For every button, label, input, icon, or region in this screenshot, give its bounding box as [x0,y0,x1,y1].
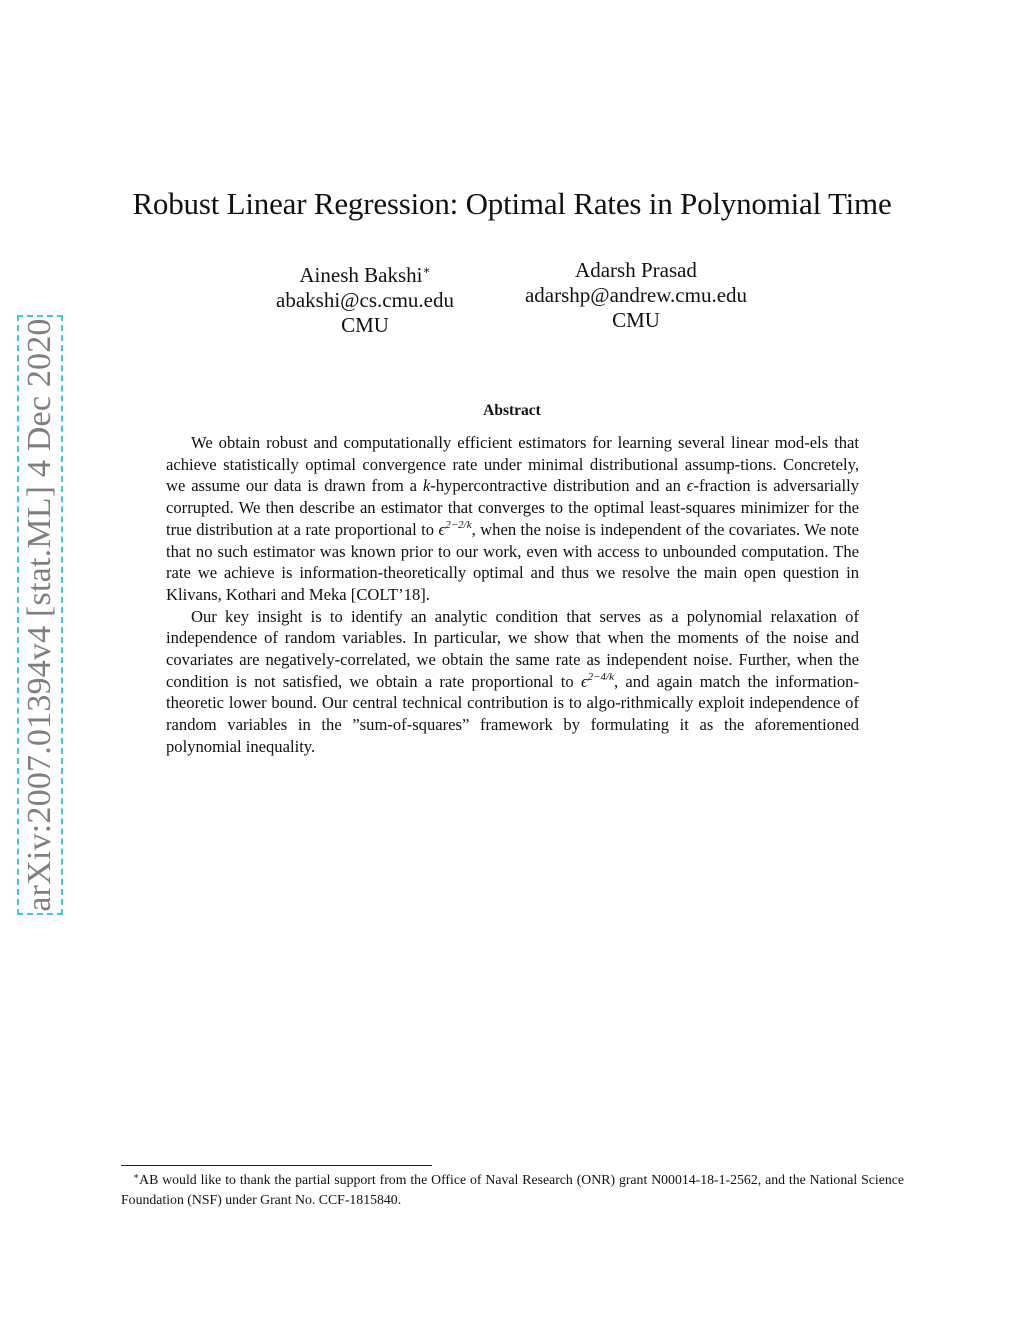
author-block-2 [505,258,767,333]
author-affiliation: CMU [612,308,660,332]
abstract-body [166,432,859,758]
author-email: abakshi@cs.cmu.edu [276,288,454,312]
paper-title: Robust Linear Regression: Optimal Rates in Polynomial Time [132,186,892,221]
author-name: Adarsh Prasad [575,258,697,282]
author-block-1 [260,258,470,338]
math-exponent: 2−2/k [445,518,472,531]
author-affiliation: CMU [341,313,389,337]
math-k: k [422,476,431,496]
math-epsilon: ϵ [686,476,694,496]
abstract-paragraph-1: We obtain robust and computationally efficient estimators for learning several linear mod-els that achieve statistically optimal convergence rate under minimal distributional assump-tions. Concretely, we assume our data is drawn from a k-hypercontractive distribution and an ϵ-fraction is adversarially corrupted. We then describe an estimator that converges to the optimal least-squares minimizer for the true distribution at a rate proportional to $\epsilon^{2-2/k}$, when the noise is independent of the covariates. We note that no such estimator was known prior to our work, even with access to unbounded computation. The rate we achieve is information-theoretically optimal and thus we resolve the main open question in Klivans, Kothari and Meka [COLT’18]. [166,433,859,604]
math-exponent: 2−4/k [587,670,614,683]
footnote [121,1170,904,1210]
math-epsilon: ϵ [438,519,446,539]
footnote-marker: ∗ [422,263,431,277]
author-name: Ainesh Bakshi∗ [299,263,431,287]
arxiv-id: arXiv:2007.01394v4 [stat.ML] 4 Dec 2020 [21,318,58,912]
footnote-marker: ∗ [133,1171,140,1181]
abstract-paragraph-2: Our key insight is to identify an analytic condition that serves as a polynomial relaxation of independence of random variables. In particular, we show that when the moments of the noise and covariates are negatively-correlated, we obtain the same rate as independent noise. Further, when the condition is not satisfied, we obtain a rate proportional to $\epsilon^{2-4/k}$, and again match the information-theoretic lower bound. Our central technical contribution is to algo-rithmically exploit independence of random variables in the ”sum-of-squares” framework by formulating it as the aforementioned polynomial inequality. [166,606,859,756]
abstract-heading: Abstract [483,402,541,419]
footnote-text: AB would like to thank the partial support from the Office of Naval Research (ONR) grant N00014-18-1-2562, and the National Science Foundation (NSF) under Grant No. CCF-1815840. [121,1172,904,1207]
author-email: adarshp@andrew.cmu.edu [524,283,748,307]
math-epsilon: ϵ [580,671,588,691]
footnote-rule [121,1165,432,1166]
